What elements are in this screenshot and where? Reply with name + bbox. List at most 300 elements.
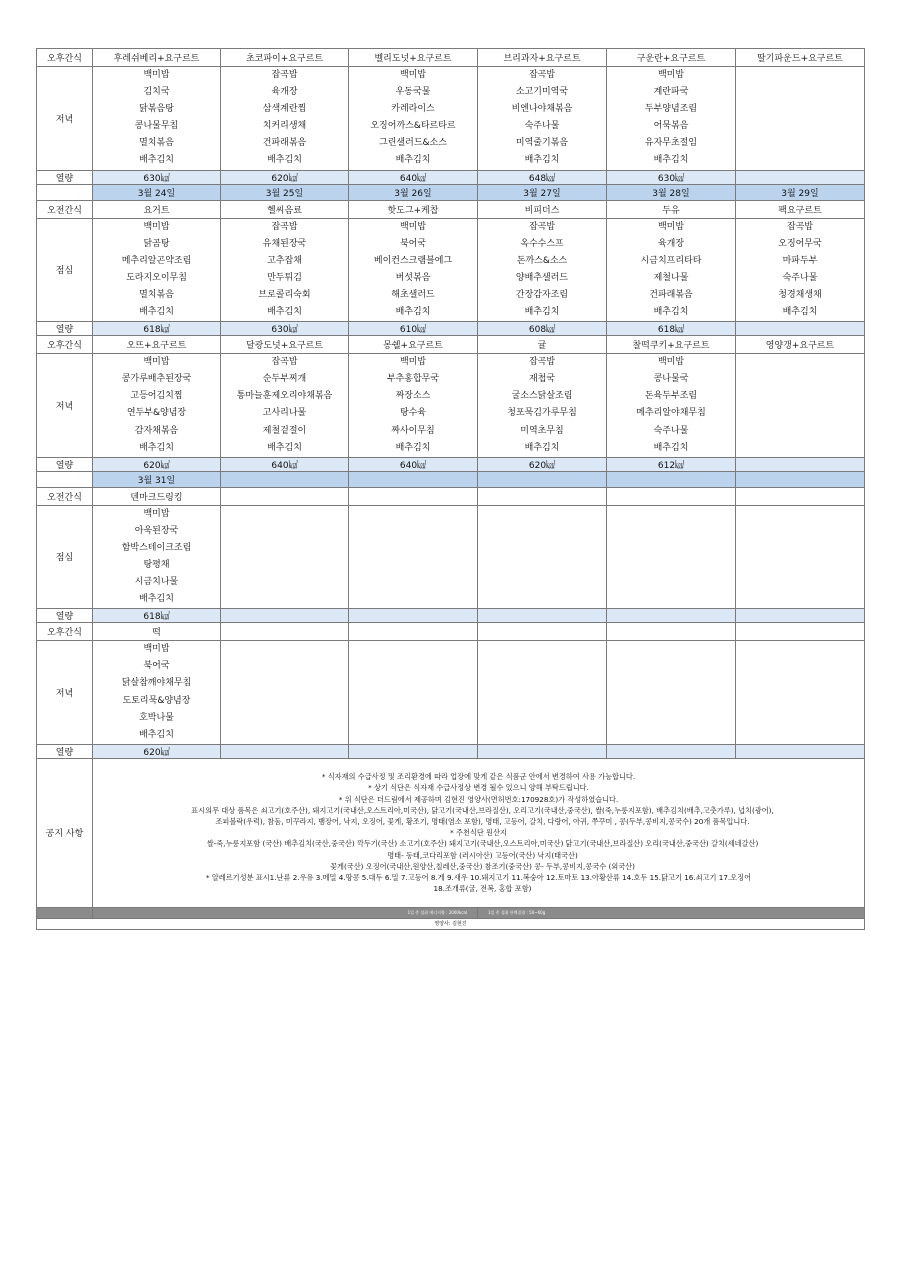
calorie-row-cell: 630㎉ <box>221 322 349 336</box>
menu-item: 숙주나물 <box>524 121 560 132</box>
notice-line: 표시의무 대상 품목은 쇠고기(호주산), 돼지고기(국내산,오스트리아,미국산), 닭고기(국내산,브라질산), 오리고기(국내산,중국산), 쌀(죽,누룽지포함), 배추김치(배추,고춧가루), 넙치(광어), <box>191 805 774 815</box>
menu-item <box>736 557 864 574</box>
dinner-row-cell <box>349 354 478 458</box>
menu-item <box>221 693 348 710</box>
menu-item: 오징어무국 <box>778 238 822 249</box>
row-label: 오전간식 <box>37 200 93 218</box>
calorie-row-cell: 648㎉ <box>478 170 607 184</box>
menu-item <box>607 675 735 692</box>
lunch-row-cell <box>93 218 221 322</box>
date-row-cell <box>221 471 349 487</box>
menu-item <box>736 574 864 591</box>
menu-item: 연두부&양념장 <box>126 408 187 419</box>
menu-item: 버섯볶음 <box>395 272 431 283</box>
am-snack-row <box>37 200 865 218</box>
pm-snack-row-cell: 찰떡쿠키+요구르트 <box>607 336 736 354</box>
menu-item <box>736 118 864 135</box>
menu-item: 배추김치 <box>267 155 302 166</box>
calorie-row-cell <box>349 744 478 758</box>
menu-item: 잡곡밥 <box>528 221 556 232</box>
menu-item: 배추김치 <box>395 155 431 166</box>
menu-item <box>478 693 606 710</box>
menu-item: 잡곡밥 <box>271 357 298 368</box>
pm-snack-row-cell: 초코파이+요구르트 <box>221 49 349 67</box>
energy-note: 1일 총 섭취 에너지량 : 2000kcal <box>93 907 478 918</box>
pm-snack-row-cell <box>736 623 865 641</box>
dinner-row-cell <box>478 354 607 458</box>
menu-item <box>478 675 606 692</box>
menu-item: 백미밥 <box>143 70 170 80</box>
menu-item <box>349 710 477 727</box>
date-row-cell: 3월 25일 <box>221 184 349 200</box>
menu-item: 옥수수스프 <box>520 238 564 249</box>
menu-item: 숙주나물 <box>653 425 689 436</box>
menu-item <box>736 405 864 422</box>
menu-item <box>349 557 477 574</box>
menu-item <box>607 591 735 608</box>
pm-snack-row <box>37 623 865 641</box>
date-row-cell: 3월 31일 <box>93 471 221 487</box>
am-snack-row-cell <box>221 487 349 505</box>
dinner-row-cell <box>221 67 349 171</box>
am-snack-row-cell: 요거트 <box>93 200 221 218</box>
dinner-row-cell <box>607 641 736 745</box>
menu-item: 어묵볶음 <box>653 121 689 132</box>
row-label: 오후간식 <box>37 623 93 641</box>
pm-snack-row-cell: 영양갱+요구르트 <box>736 336 865 354</box>
menu-item <box>736 506 864 523</box>
menu-item: 재첩국 <box>528 374 556 385</box>
menu-item <box>607 658 735 675</box>
dinner-row-cell <box>736 641 865 745</box>
calorie-row-cell: 630㎉ <box>607 170 736 184</box>
menu-item: 두부양념조림 <box>644 104 698 115</box>
dinner-row-cell <box>93 67 221 171</box>
menu-item: 콩나물국 <box>653 374 689 385</box>
calorie-row-cell <box>736 609 865 623</box>
menu-item: 잡곡밥 <box>786 221 814 232</box>
calorie-row-cell: 620㎉ <box>478 457 607 471</box>
am-snack-row-cell <box>736 487 865 505</box>
row-label: 저녁 <box>37 354 93 458</box>
menu-item: 백미밥 <box>657 221 685 232</box>
calorie-row-cell <box>607 744 736 758</box>
menu-item: 배추김치 <box>267 442 302 453</box>
nutrition-footer <box>37 907 865 918</box>
row-label: 오후간식 <box>37 49 93 67</box>
menu-item <box>736 84 864 101</box>
dietitian-signature: 영양사: 김현진 <box>37 918 865 929</box>
row-label: 열량 <box>37 170 93 184</box>
menu-item <box>349 506 477 523</box>
menu-item <box>607 574 735 591</box>
lunch-row-cell <box>93 505 221 609</box>
menu-item: 부추홍합무국 <box>386 374 440 385</box>
pm-snack-row-cell: 딸기파운드+요구르트 <box>736 49 865 67</box>
dinner-row-cell <box>349 67 478 171</box>
menu-item: 백미밥 <box>143 644 170 655</box>
lunch-row-cell <box>349 505 478 609</box>
menu-item: 순두부찌개 <box>262 374 307 385</box>
notice-line: 쌀-죽,누룽지포함 (국산) 배추김치(국산,중국산) 깍두기(국산) 소고기(호주산) 돼지고기(국내산,오스트리아,미국산) 닭고기(국내산,브라질산) 오리(국내산,중국산) 갈치(세네갈산) <box>206 839 759 849</box>
menu-item: 백미밥 <box>399 357 427 368</box>
date-row <box>37 471 865 487</box>
calorie-row-cell: 620㎉ <box>93 744 221 758</box>
calorie-row <box>37 457 865 471</box>
menu-item <box>349 540 477 557</box>
menu-item <box>349 641 477 658</box>
dinner-row <box>37 354 865 458</box>
menu-item: 배추김치 <box>782 307 818 318</box>
notice-content <box>93 758 865 907</box>
lunch-row-cell <box>607 218 736 322</box>
menu-item <box>478 540 606 557</box>
menu-item <box>221 540 348 557</box>
menu-item <box>736 440 864 457</box>
menu-item <box>736 523 864 540</box>
date-row-cell: 3월 26일 <box>349 184 478 200</box>
menu-item: 그린샐러드&소스 <box>379 138 447 149</box>
menu-item: 배추김치 <box>139 442 174 453</box>
menu-item <box>736 675 864 692</box>
menu-item <box>607 641 735 658</box>
menu-item: 감자채볶음 <box>134 425 179 436</box>
menu-item <box>221 557 348 574</box>
row-label <box>37 184 93 200</box>
menu-item: 해초샐러드 <box>391 289 435 300</box>
menu-item: 탕평채 <box>143 559 170 570</box>
lunch-row-cell <box>221 505 349 609</box>
dinner-row-cell <box>607 67 736 171</box>
dinner-row-cell <box>736 354 865 458</box>
calorie-row-cell: 618㎉ <box>93 609 221 623</box>
am-snack-row-cell <box>349 487 478 505</box>
menu-item <box>349 693 477 710</box>
menu-item <box>736 371 864 388</box>
menu-item: 숙주나물 <box>782 272 818 283</box>
lunch-row-cell <box>478 505 607 609</box>
signature-row <box>37 918 865 929</box>
menu-item <box>221 591 348 608</box>
menu-item <box>736 693 864 710</box>
menu-item <box>736 101 864 118</box>
date-row-cell: 3월 24일 <box>93 184 221 200</box>
menu-item: 배추김치 <box>395 442 431 453</box>
menu-item: 북어국 <box>399 238 427 249</box>
menu-item: 백미밥 <box>143 357 170 368</box>
calorie-row-cell: 618㎉ <box>607 322 736 336</box>
menu-item <box>478 506 606 523</box>
row-label: 점심 <box>37 505 93 609</box>
menu-item <box>349 675 477 692</box>
menu-item: 도라지오이무침 <box>126 272 187 283</box>
menu-item: 백미밥 <box>399 221 427 232</box>
menu-item <box>607 693 735 710</box>
calorie-row-cell: 608㎉ <box>478 322 607 336</box>
menu-item <box>478 658 606 675</box>
dinner-row-cell <box>93 354 221 458</box>
menu-item: 닭곰탕 <box>143 238 170 249</box>
menu-item: 양배추샐러드 <box>515 272 569 283</box>
menu-item: 백미밥 <box>143 221 170 232</box>
lunch-row-cell <box>478 218 607 322</box>
menu-item: 잡곡밥 <box>271 221 298 232</box>
pm-snack-row-cell <box>607 623 736 641</box>
am-snack-row-cell: 팩요구르트 <box>736 200 865 218</box>
menu-item: 배추김치 <box>395 307 431 318</box>
pm-snack-row-cell: 구운란+요구르트 <box>607 49 736 67</box>
menu-item: 잡곡밥 <box>271 70 298 80</box>
menu-item: 브로콜리숙회 <box>258 289 311 300</box>
lunch-row <box>37 505 865 609</box>
pm-snack-row-cell: 귤 <box>478 336 607 354</box>
am-snack-row <box>37 487 865 505</box>
pm-snack-row-cell: 후레쉬베리+요구르트 <box>93 49 221 67</box>
calorie-row <box>37 609 865 623</box>
menu-item: 메추리알야채무침 <box>636 408 706 419</box>
menu-item: 메추리알곤약조림 <box>121 255 192 266</box>
dinner-row-cell <box>478 641 607 745</box>
notice-line: 18.조개류(굴, 전복, 홍합 포함) <box>433 884 532 894</box>
menu-item: 닭살참깨야채무침 <box>121 678 192 689</box>
menu-item <box>478 557 606 574</box>
menu-item: 베이컨스크램블에그 <box>373 255 453 266</box>
calorie-row-cell: 620㎉ <box>221 170 349 184</box>
menu-item: 콩나물무침 <box>134 121 179 132</box>
menu-item <box>478 710 606 727</box>
menu-item: 탕수육 <box>399 408 427 419</box>
menu-item <box>736 710 864 727</box>
calorie-row-cell <box>478 609 607 623</box>
menu-item: 배추김치 <box>139 729 174 740</box>
menu-item <box>607 727 735 744</box>
menu-item: 고사리나물 <box>262 408 307 419</box>
menu-item: 오징어까스&타르타르 <box>370 121 456 132</box>
menu-item: 짜사이무침 <box>391 425 435 436</box>
notice-line: * 알레르기성분 표시1.난류 2.우유 3.메밀 4.땅콩 5.대두 6.밀 7.고등어 8.게 9.새우 10.돼지고기 11.복숭아 12.토마토 13.아황산류 14.호두 15.닭고기 16.쇠고기 17.오징어 <box>205 873 752 883</box>
row-label <box>37 471 93 487</box>
menu-item <box>736 135 864 152</box>
footer-spacer <box>37 907 93 918</box>
pm-snack-row-cell <box>349 623 478 641</box>
menu-item <box>478 727 606 744</box>
menu-item <box>736 591 864 608</box>
calorie-row-cell: 640㎉ <box>221 457 349 471</box>
calorie-row <box>37 744 865 758</box>
menu-item: 시금치나물 <box>134 577 179 588</box>
menu-item <box>478 641 606 658</box>
notice-line: * 식자재의 수급사정 및 조리환경에 따라 업장에 맞게 같은 식품군 안에서 변경하여 사용 가능합니다. <box>321 772 636 782</box>
menu-item <box>607 506 735 523</box>
dinner-row-cell <box>221 354 349 458</box>
notice-row <box>37 758 865 907</box>
lunch-row-cell <box>736 505 865 609</box>
notice-line: 조피볼락(우럭), 참돔, 미꾸라지, 뱀장어, 낙지, 오징어, 꽃게, 황조기, 명태(염소 포함), 명태, 고등어, 갈치, 다랑어, 아귀, 쭈꾸미 , 콩(두부,콩비지,콩국수) 20개 품목입니다. <box>215 817 750 826</box>
menu-item: 함박스테이크조림 <box>121 542 192 553</box>
menu-item: 돈까스&소스 <box>516 255 568 266</box>
menu-item: 배추김치 <box>653 155 689 166</box>
menu-item <box>607 523 735 540</box>
menu-item <box>221 710 348 727</box>
menu-item: 고추잡채 <box>267 255 302 266</box>
menu-item <box>349 523 477 540</box>
menu-item <box>607 540 735 557</box>
menu-item: 굴소스닭살조림 <box>511 391 573 402</box>
calorie-row-cell: 640㎉ <box>349 457 478 471</box>
menu-item <box>221 641 348 658</box>
notice-line: 명태- 동태,코다리포함 (러시아산) 고등어(국산) 낙지(태국산) <box>387 850 578 860</box>
date-row-cell <box>349 471 478 487</box>
dinner-row-cell <box>221 641 349 745</box>
menu-item <box>221 675 348 692</box>
dinner-row-cell <box>478 67 607 171</box>
menu-item <box>736 641 864 658</box>
menu-item: 닭볶음탕 <box>139 104 174 115</box>
row-label: 오전간식 <box>37 487 93 505</box>
notice-line: * 상기 식단은 식자재 수급사정상 변경 될수 있으니 양해 부탁드립니다. <box>368 783 589 793</box>
menu-item: 고등어김치찜 <box>130 391 183 402</box>
pm-snack-row-cell <box>221 623 349 641</box>
menu-item: 간장감자조림 <box>515 289 569 300</box>
menu-item: 만두튀김 <box>267 272 302 283</box>
menu-item <box>221 506 348 523</box>
menu-item <box>221 523 348 540</box>
menu-item: 배추김치 <box>139 594 174 605</box>
menu-item: 도토리묵&양념장 <box>122 695 191 706</box>
menu-item: 미역초무침 <box>520 425 564 436</box>
dinner-row-cell <box>349 641 478 745</box>
menu-item <box>736 727 864 744</box>
menu-item <box>607 710 735 727</box>
menu-item: 배추김치 <box>653 442 689 453</box>
menu-item <box>221 574 348 591</box>
pm-snack-row-cell: 떡 <box>93 623 221 641</box>
row-label: 오후간식 <box>37 336 93 354</box>
menu-item: 돈육두부조림 <box>644 391 698 402</box>
menu-item <box>736 354 864 371</box>
dinner-row <box>37 67 865 171</box>
row-label: 열량 <box>37 457 93 471</box>
am-snack-row-cell <box>478 487 607 505</box>
menu-item <box>736 67 864 84</box>
notice-line: * 위 식단은 더드림에서 제공하며 김현진 영양사(면허번호:170928호)가 작성하였습니다. <box>338 794 619 804</box>
am-snack-row-cell <box>607 487 736 505</box>
dinner-row-cell <box>607 354 736 458</box>
menu-item: 청경채생채 <box>778 289 822 300</box>
row-label: 저녁 <box>37 641 93 745</box>
date-row-cell <box>736 471 865 487</box>
calorie-row-cell <box>736 322 865 336</box>
lunch-row-cell <box>736 218 865 322</box>
menu-item: 백미밥 <box>399 70 427 80</box>
menu-item <box>221 658 348 675</box>
menu-item: 백미밥 <box>143 508 170 519</box>
notice-line: * 주천식단 원산지 <box>450 828 507 838</box>
calorie-row-cell <box>221 609 349 623</box>
menu-item: 비엔나야채볶음 <box>511 104 573 115</box>
am-snack-row-cell: 헬씨음료 <box>221 200 349 218</box>
menu-item <box>478 523 606 540</box>
menu-item <box>736 423 864 440</box>
menu-item: 유자무초절임 <box>644 138 698 149</box>
menu-item: 육개장 <box>271 87 298 98</box>
calorie-row <box>37 170 865 184</box>
menu-item: 배추김치 <box>139 155 174 166</box>
menu-item: 제철겉절이 <box>262 425 307 436</box>
date-row-cell <box>478 471 607 487</box>
am-snack-row-cell: 두유 <box>607 200 736 218</box>
menu-item: 카레라이스 <box>391 104 435 115</box>
menu-item: 마파두부 <box>782 255 818 266</box>
menu-item: 계란파국 <box>653 87 689 98</box>
calorie-row-cell <box>478 744 607 758</box>
menu-item: 우동국물 <box>395 87 431 98</box>
pm-snack-row <box>37 336 865 354</box>
menu-item: 제철나물 <box>653 272 689 283</box>
protein-note: 1일 총 섭취 단백질량 : 50~60g <box>478 907 865 918</box>
calorie-row-cell <box>349 609 478 623</box>
menu-item: 호박나물 <box>139 712 174 723</box>
menu-item: 배추김치 <box>267 307 302 318</box>
menu-item <box>349 727 477 744</box>
menu-item <box>349 591 477 608</box>
calorie-row-cell <box>736 457 865 471</box>
weekly-menu-table <box>36 48 865 930</box>
menu-item: 통마늘훈제오리야채볶음 <box>236 391 333 402</box>
menu-item <box>607 557 735 574</box>
menu-item <box>736 658 864 675</box>
row-label: 점심 <box>37 218 93 322</box>
calorie-row-cell: 612㎉ <box>607 457 736 471</box>
date-row-cell: 3월 28일 <box>607 184 736 200</box>
lunch-row-cell <box>349 218 478 322</box>
dinner-row-cell <box>736 67 865 171</box>
menu-item: 백미밥 <box>657 70 685 80</box>
menu-item <box>478 591 606 608</box>
menu-item: 치커리생채 <box>262 121 307 132</box>
pm-snack-row <box>37 49 865 67</box>
pm-snack-row-cell: 몽쉘+요구르트 <box>349 336 478 354</box>
notice-line: 꽃게(국산) 오징어(국내산,원양산,칠레산,중국산) 참조기(중국산) 콩- 두부,콩비지,콩국수 (외국산) <box>330 861 635 871</box>
calorie-row-cell <box>607 609 736 623</box>
menu-item: 시금치프리타타 <box>640 255 702 266</box>
menu-item: 소고기미역국 <box>515 87 569 98</box>
dinner-row <box>37 641 865 745</box>
menu-item: 콩가루배추된장국 <box>121 374 192 385</box>
menu-item: 멸치볶음 <box>139 138 174 149</box>
menu-item: 북어국 <box>143 661 170 672</box>
calorie-row <box>37 322 865 336</box>
menu-item: 배추김치 <box>524 442 560 453</box>
menu-item: 건파래볶음 <box>262 138 307 149</box>
calorie-row-cell <box>736 744 865 758</box>
pm-snack-row-cell <box>478 623 607 641</box>
menu-item <box>349 658 477 675</box>
menu-item: 유채된장국 <box>262 238 307 249</box>
menu-item: 멸치볶음 <box>139 289 174 300</box>
notice-label: 공지 사항 <box>37 758 93 907</box>
menu-item: 김치국 <box>143 87 170 98</box>
menu-item: 청포묵김가루무침 <box>507 408 577 419</box>
date-row <box>37 184 865 200</box>
menu-item: 배추김치 <box>139 307 174 318</box>
row-label: 열량 <box>37 322 93 336</box>
am-snack-row-cell: 덴마크드링킹 <box>93 487 221 505</box>
menu-item <box>478 574 606 591</box>
menu-item: 배추김치 <box>524 155 560 166</box>
lunch-row-cell <box>221 218 349 322</box>
menu-item: 삼색계란찜 <box>262 104 307 115</box>
